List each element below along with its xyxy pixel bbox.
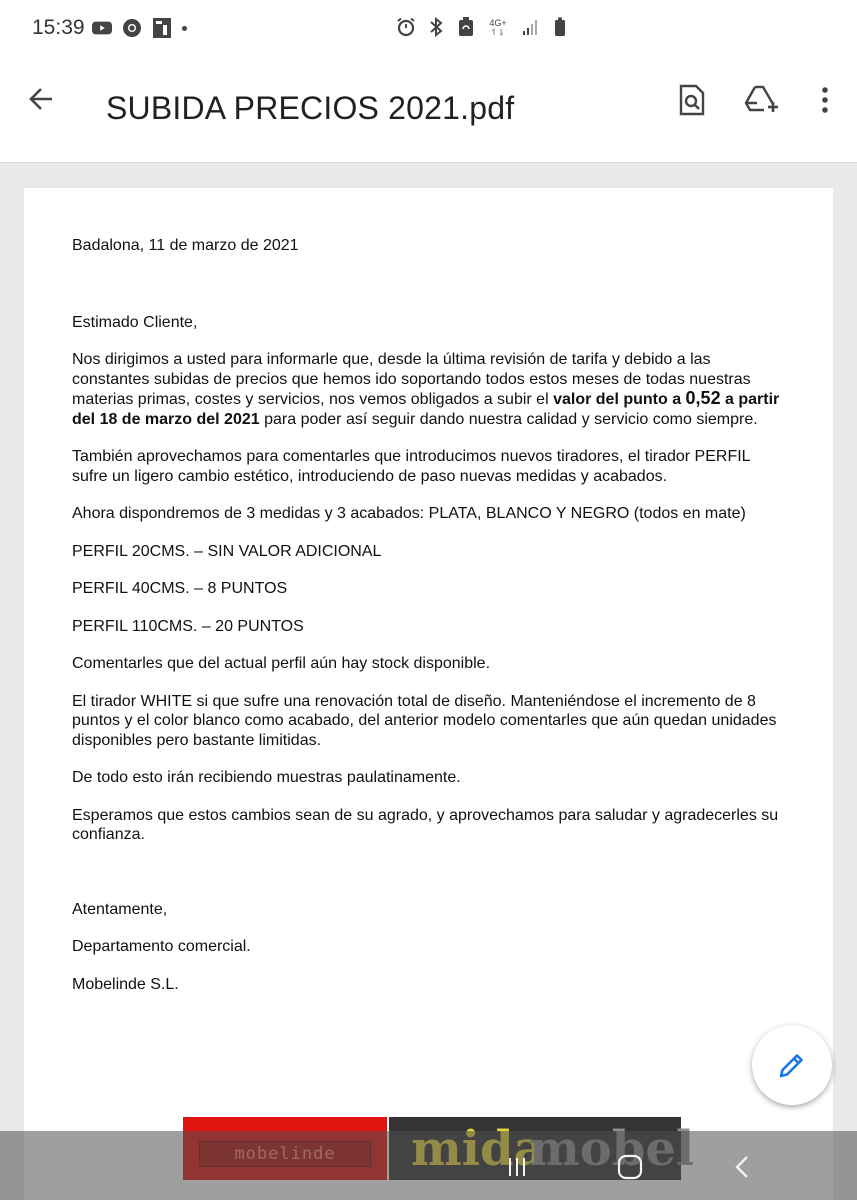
page-content bbox=[72, 236, 782, 1012]
signal-icon bbox=[520, 16, 540, 38]
pdf-page bbox=[24, 188, 833, 1200]
line-perfil-110: PERFIL 110CMS. – 20 PUNTOS bbox=[72, 617, 304, 635]
document-title: SUBIDA PRECIOS 2021.pdf bbox=[106, 90, 515, 126]
point-value: 0,52 bbox=[685, 388, 721, 408]
network-4g-icon bbox=[486, 16, 510, 38]
status-left-icons bbox=[92, 17, 187, 39]
paragraph-samples: De todo esto irán recibiendo muestras paulatinamente. bbox=[72, 769, 461, 786]
navigation-bar bbox=[0, 1131, 857, 1200]
paragraph-1-text-a: Nos dirigimos a usted para informarle que, desde la última revisión de tarifa y debido a las constantes subidas de precios que hemos ido soportando todos estos meses de todas nuestras materias primas, costes y servicios, nos vemos obligados a subir el bbox=[72, 351, 751, 408]
arrow-back-icon bbox=[28, 86, 54, 112]
line-perfil-40: PERFIL 40CMS. – 8 PUNTOS bbox=[72, 580, 288, 597]
battery-icon bbox=[550, 16, 570, 38]
add-to-drive-button[interactable] bbox=[742, 80, 782, 120]
paragraph-1-text-b: para poder así seguir dando nuestra calidad y servicio como siempre. bbox=[259, 410, 758, 428]
department: Departamento comercial. bbox=[72, 938, 251, 955]
date-line: Badalona, 11 de marzo de 2021 bbox=[72, 237, 299, 254]
home-button[interactable] bbox=[608, 1145, 652, 1189]
more-vert-icon bbox=[821, 86, 829, 114]
greeting: Estimado Cliente, bbox=[72, 313, 198, 331]
company: Mobelinde S.L. bbox=[72, 975, 179, 993]
document-search-icon bbox=[678, 84, 706, 116]
back-button[interactable] bbox=[24, 82, 58, 116]
back-chevron-icon bbox=[733, 1155, 751, 1179]
drive-add-icon bbox=[744, 85, 780, 115]
closing: Atentamente, bbox=[72, 900, 168, 918]
status-bar bbox=[0, 0, 857, 58]
edit-fab-button[interactable] bbox=[752, 1025, 832, 1105]
bluetooth-icon bbox=[426, 16, 446, 38]
youtube-icon bbox=[92, 17, 112, 39]
calendar-icon bbox=[152, 17, 172, 39]
paragraph-1-bold-a: valor del punto a bbox=[553, 391, 686, 408]
recent-apps-icon bbox=[506, 1156, 528, 1178]
app-bar bbox=[0, 58, 857, 163]
paragraph-price-increase bbox=[72, 350, 782, 429]
alarm-icon bbox=[396, 16, 416, 38]
back-nav-button[interactable] bbox=[720, 1145, 764, 1189]
chrome-icon bbox=[122, 17, 142, 39]
paragraph-1-bold-b: a partir del 18 de marzo del 2021 bbox=[72, 391, 780, 428]
more-options-button[interactable] bbox=[805, 80, 845, 120]
paragraph-white-handle: El tirador WHITE si que sufre una renovación total de diseño. Manteniéndose el incremento de 8 puntos y el color blanco como acabado, del anterior modelo comentarles que aún quedan unidades disponibles pero bastante limitidas. bbox=[72, 692, 777, 749]
search-in-document-button[interactable] bbox=[672, 80, 712, 120]
paragraph-thanks: Esperamos que estos cambios sean de su agrado, y aprovechamos para saludar y agradecerles su confianza. bbox=[72, 806, 779, 843]
more-notifications-dot bbox=[182, 26, 187, 31]
paragraph-finishes: Ahora dispondremos de 3 medidas y 3 acabados: PLATA, BLANCO Y NEGRO (todos en mate) bbox=[72, 505, 746, 522]
status-right-icons bbox=[396, 16, 570, 38]
paragraph-stock: Comentarles que del actual perfil aún hay stock disponible. bbox=[72, 655, 491, 672]
network-label: 4G+ bbox=[489, 17, 507, 28]
line-perfil-20: PERFIL 20CMS. – SIN VALOR ADICIONAL bbox=[72, 542, 382, 560]
recent-apps-button[interactable] bbox=[495, 1145, 539, 1189]
nfc-icon bbox=[456, 16, 476, 38]
pencil-edit-icon bbox=[777, 1050, 807, 1080]
status-time: 15:39 bbox=[32, 16, 85, 39]
paragraph-new-handles: También aprovechamos para comentarles que introducimos nuevos tiradores, el tirador PERFIL sufre un ligero cambio estético, introduciendo de paso nuevas medidas y acabados. bbox=[72, 448, 750, 485]
home-icon bbox=[617, 1154, 643, 1180]
